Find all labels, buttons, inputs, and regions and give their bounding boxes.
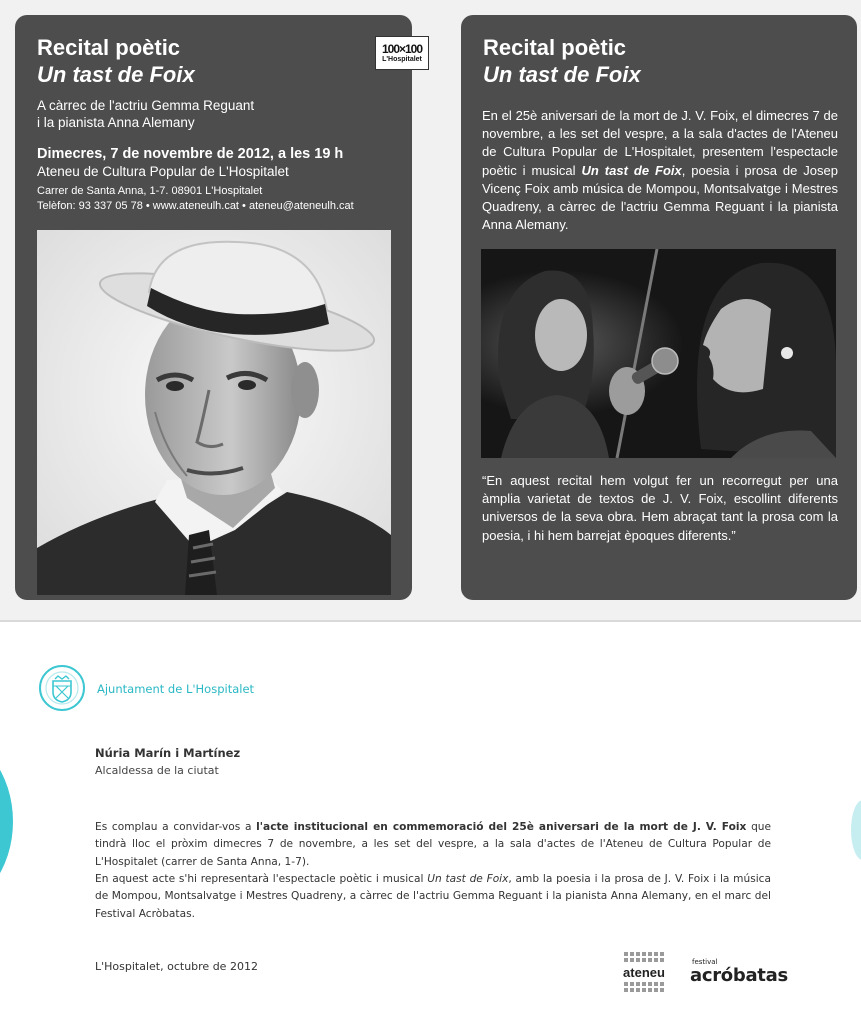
- credits: [37, 97, 254, 131]
- ateneu-logo: [618, 950, 670, 996]
- flyer-left-panel: [15, 15, 423, 600]
- intro-text-start: En el 25è aniversari de la mort de J. V. Foix, el dimecres 7 de novembre, a les set del vespre, a la sala d'actes de l'Ateneu de Cultura Popular de L'Hospitalet, presentem l'espectacle poètic i musical: [482, 108, 838, 178]
- quote-paragraph: “En aquest recital hem volgut fer un recorregut per una àmplia varietat de textos de J. V. Foix, escollint diferents universos de la seva obra. Hem abraçat tant la prosa com la poesia, i hi hem barrejat èpoques diferents.”: [482, 473, 838, 543]
- light-teal-decoration: [851, 800, 861, 860]
- recital-subtitle-right: Un tast de Foix: [483, 62, 641, 87]
- recital-subtitle: Un tast de Foix: [37, 62, 195, 87]
- 100x100-logo: [375, 36, 429, 70]
- flyer-right-panel: [461, 15, 857, 600]
- p1-start: Es complau a convidar-vos a: [95, 821, 257, 833]
- ateneu-logo-text: ateneu: [623, 965, 665, 980]
- p1-end: que tindrà lloc el pròxim dimecres 7 de novembre, a les set del vespre, a la sala d'actes de l'Ateneu de Cultura Popular de L'Hospitalet (carrer de Santa Anna, 1-7).: [95, 821, 772, 868]
- recital-title: Recital poètic: [37, 35, 181, 60]
- intro-paragraph: [482, 107, 838, 234]
- performers-photo: [481, 249, 836, 458]
- signer-name: Núria Marín i Martínez: [95, 746, 241, 760]
- invitation-paragraph-2: [95, 871, 771, 923]
- logo-top-text: 100×100: [381, 41, 423, 56]
- p1-bold: l'acte institucional en commemoració del 25è aniversari de la mort de J. V. Foix: [256, 821, 747, 833]
- event-date: Dimecres, 7 de novembre de 2012, a les 19 h: [37, 146, 344, 162]
- city-seal-icon: [38, 664, 86, 712]
- signer-title: Alcaldessa de la ciutat: [95, 764, 219, 777]
- p2-end: , amb la poesia i la prosa de J. V. Foix i la música de Mompou, Montsalvatge i Mestres Quadreny, a càrrec de l'actriu Gemma Reguant i la pianista Anna Alemany, en el marc del Festival Acròbatas.: [95, 873, 771, 920]
- place-and-date: L'Hospitalet, octubre de 2012: [95, 960, 258, 973]
- venue-details: [37, 184, 354, 214]
- intro-text-end: , poesia i prosa de Josep Vicenç Foix amb música de Mompou, Montsalvatge i Mestres Quadreny, a càrrec de l'actriu Gemma Reguant i la pianista Anna Alemany.: [482, 162, 838, 233]
- portrait-photo: [37, 230, 391, 595]
- venue-contact: Telèfon: 93 337 05 78 • www.ateneulh.cat • ateneu@ateneulh.cat: [37, 200, 354, 212]
- p2-start: En aquest acte s'hi representarà l'espectacle poètic i musical: [95, 873, 428, 885]
- teal-decoration: [0, 734, 13, 909]
- intro-show-title: Un tast de Foix: [581, 162, 682, 178]
- performers-illustration: [481, 249, 836, 458]
- p2-italic: Un tast de Foix: [427, 873, 509, 885]
- logo-bottom-text: L'Hospitalet: [382, 55, 422, 63]
- invitation-letter: [0, 622, 861, 1024]
- credit-line-1: A càrrec de l'actriu Gemma Reguant: [37, 98, 255, 113]
- festival-label: festival: [692, 958, 718, 966]
- organization-name: Ajuntament de L'Hospitalet: [97, 682, 255, 696]
- festival-acrobatas-logo: acróbatas: [690, 965, 788, 986]
- venue-address: Carrer de Santa Anna, 1-7. 08901 L'Hospitalet: [37, 185, 263, 197]
- event-venue: Ateneu de Cultura Popular de L'Hospitalet: [37, 164, 289, 179]
- invitation-paragraph-1: [95, 819, 771, 871]
- recital-title-right: Recital poètic: [483, 35, 627, 60]
- credit-line-2: i la pianista Anna Alemany: [37, 115, 195, 130]
- portrait-illustration: [37, 230, 391, 595]
